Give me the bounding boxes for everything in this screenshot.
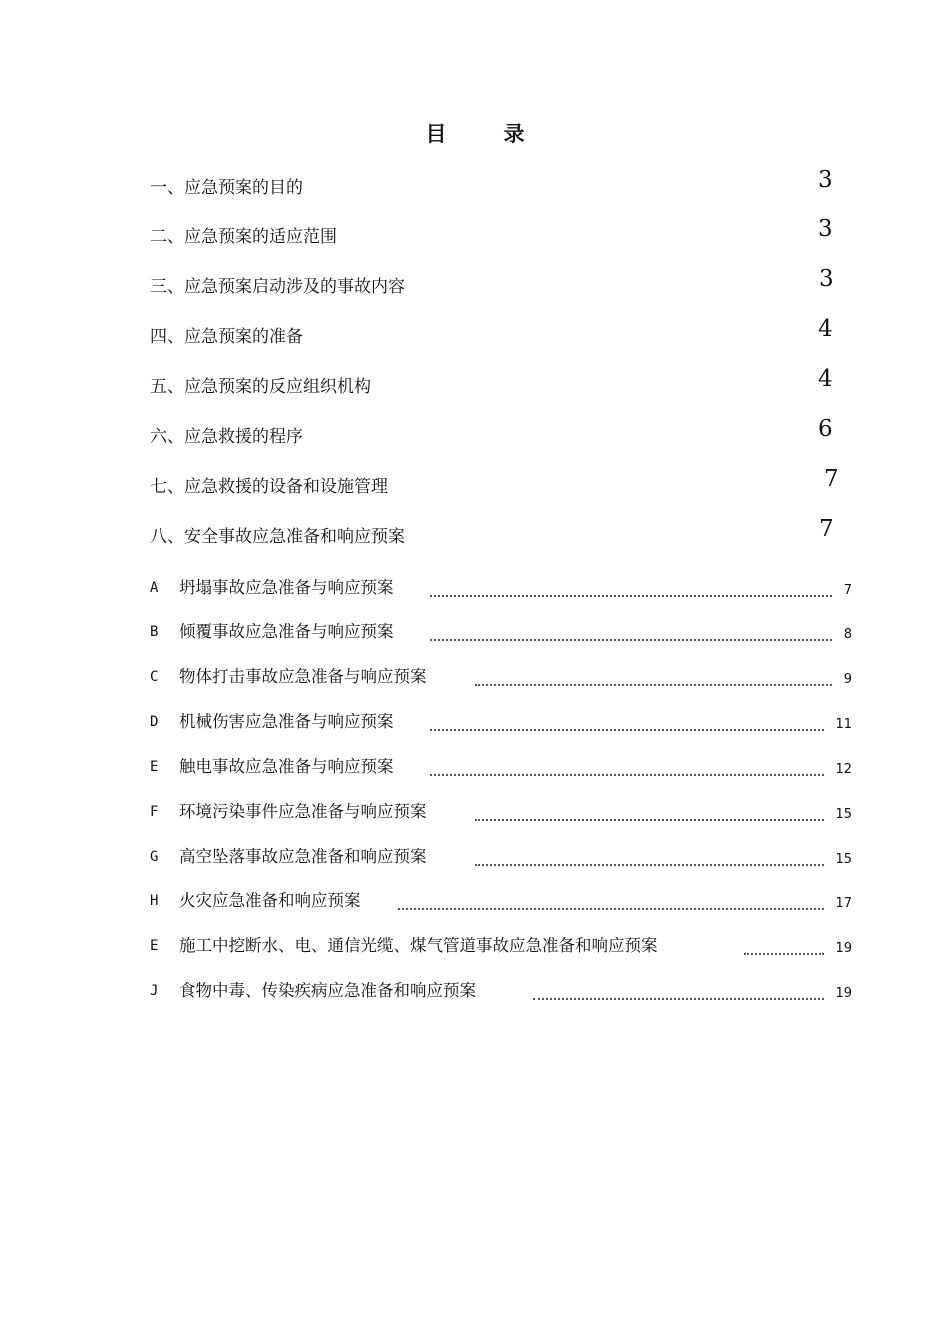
toc-subitem[interactable]	[150, 845, 852, 869]
dot-leader	[475, 803, 824, 821]
toc-subitem-page: 8	[843, 627, 852, 642]
toc-subitem-label: 高空坠落事故应急准备和响应预案	[179, 847, 427, 866]
dot-leader	[533, 982, 824, 1000]
toc-item-label: 二、应急预案的适应范围	[150, 227, 337, 247]
toc-item[interactable]	[150, 466, 850, 502]
dot-leader	[475, 668, 832, 686]
toc-subitem[interactable]	[150, 934, 852, 958]
toc-subitem-label: 施工中挖断水、电、通信光缆、煤气管道事故应急准备和响应预案	[179, 936, 658, 955]
toc-subitem-page: 19	[835, 941, 852, 956]
dot-leader	[744, 937, 824, 955]
toc-subitem[interactable]	[150, 576, 852, 600]
toc-item-label: 四、应急预案的准备	[150, 327, 303, 347]
toc-subitem-label: 触电事故应急准备与响应预案	[179, 757, 394, 776]
toc-subitem-label: 坍塌事故应急准备与响应预案	[179, 578, 394, 597]
toc-subitem-label: 食物中毒、传染疾病应急准备和响应预案	[179, 981, 476, 1000]
toc-subitem-page: 15	[835, 852, 852, 867]
toc-subitem-letter: B	[150, 624, 159, 640]
toc-subitem[interactable]	[150, 800, 852, 824]
dot-leader	[430, 579, 832, 597]
toc-subitem[interactable]	[150, 620, 852, 644]
toc-subitem-page: 19	[835, 986, 852, 1001]
toc-subitem[interactable]	[150, 710, 852, 734]
toc-subitem-page: 12	[835, 762, 852, 777]
toc-item-page: 7	[819, 516, 834, 542]
toc-item-page: 3	[818, 216, 833, 242]
toc-item-label: 八、安全事故应急准备和响应预案	[150, 527, 405, 547]
toc-item-page: 4	[818, 316, 833, 342]
toc-subitem[interactable]	[150, 889, 852, 913]
dot-leader	[430, 623, 832, 641]
toc-item-page: 3	[818, 167, 833, 193]
toc-item-label: 七、应急救援的设备和设施管理	[150, 477, 388, 497]
toc-item-page: 4	[818, 366, 833, 392]
toc-item-label: 一、应急预案的目的	[150, 178, 303, 198]
toc-subitem-letter: H	[150, 893, 159, 909]
toc-subitem-letter: E	[150, 938, 159, 954]
toc-item-page: 6	[818, 416, 833, 442]
toc-subitem-page: 11	[835, 717, 852, 732]
toc-subitem-page: 17	[835, 896, 852, 911]
toc-item-label: 三、应急预案启动涉及的事故内容	[150, 277, 405, 297]
dot-leader	[475, 848, 824, 866]
toc-subitem-letter: C	[150, 669, 159, 685]
toc-subitem-label: 机械伤害应急准备与响应预案	[179, 712, 394, 731]
dot-leader	[430, 758, 824, 776]
toc-item[interactable]	[150, 516, 850, 552]
toc-subitem-letter: A	[150, 580, 159, 596]
toc-item[interactable]	[150, 416, 850, 452]
toc-subitem-label: 环境污染事件应急准备与响应预案	[179, 802, 427, 821]
toc-subitem[interactable]	[150, 979, 852, 1003]
toc-item-label: 五、应急预案的反应组织机构	[150, 377, 371, 397]
toc-subitem-letter: E	[150, 759, 159, 775]
toc-subitem-page: 9	[843, 672, 852, 687]
toc-subitem[interactable]	[150, 665, 852, 689]
toc-item-page: 7	[824, 466, 839, 492]
dot-leader	[398, 892, 824, 910]
toc-item[interactable]	[150, 366, 850, 402]
toc-subitem-page: 15	[835, 807, 852, 822]
toc-subitem-label: 物体打击事故应急准备与响应预案	[179, 667, 427, 686]
toc-subitem-label: 火灾应急准备和响应预案	[179, 891, 361, 910]
dot-leader	[430, 713, 824, 731]
toc-subitem-letter: F	[150, 804, 159, 820]
toc-item[interactable]	[150, 266, 850, 302]
page-title: 目 录	[425, 122, 543, 146]
toc-subitem-label: 倾覆事故应急准备与响应预案	[179, 622, 394, 641]
toc-item[interactable]	[150, 167, 850, 203]
toc-subitem-letter: J	[150, 983, 159, 999]
toc-item-label: 六、应急救援的程序	[150, 427, 303, 447]
toc-subitem-letter: G	[150, 849, 159, 865]
toc-item[interactable]	[150, 216, 850, 252]
toc-item[interactable]	[150, 316, 850, 352]
toc-item-page: 3	[819, 266, 834, 292]
toc-subitem-letter: D	[150, 714, 159, 730]
toc-subitem-page: 7	[843, 583, 852, 598]
toc-subitem[interactable]	[150, 755, 852, 779]
